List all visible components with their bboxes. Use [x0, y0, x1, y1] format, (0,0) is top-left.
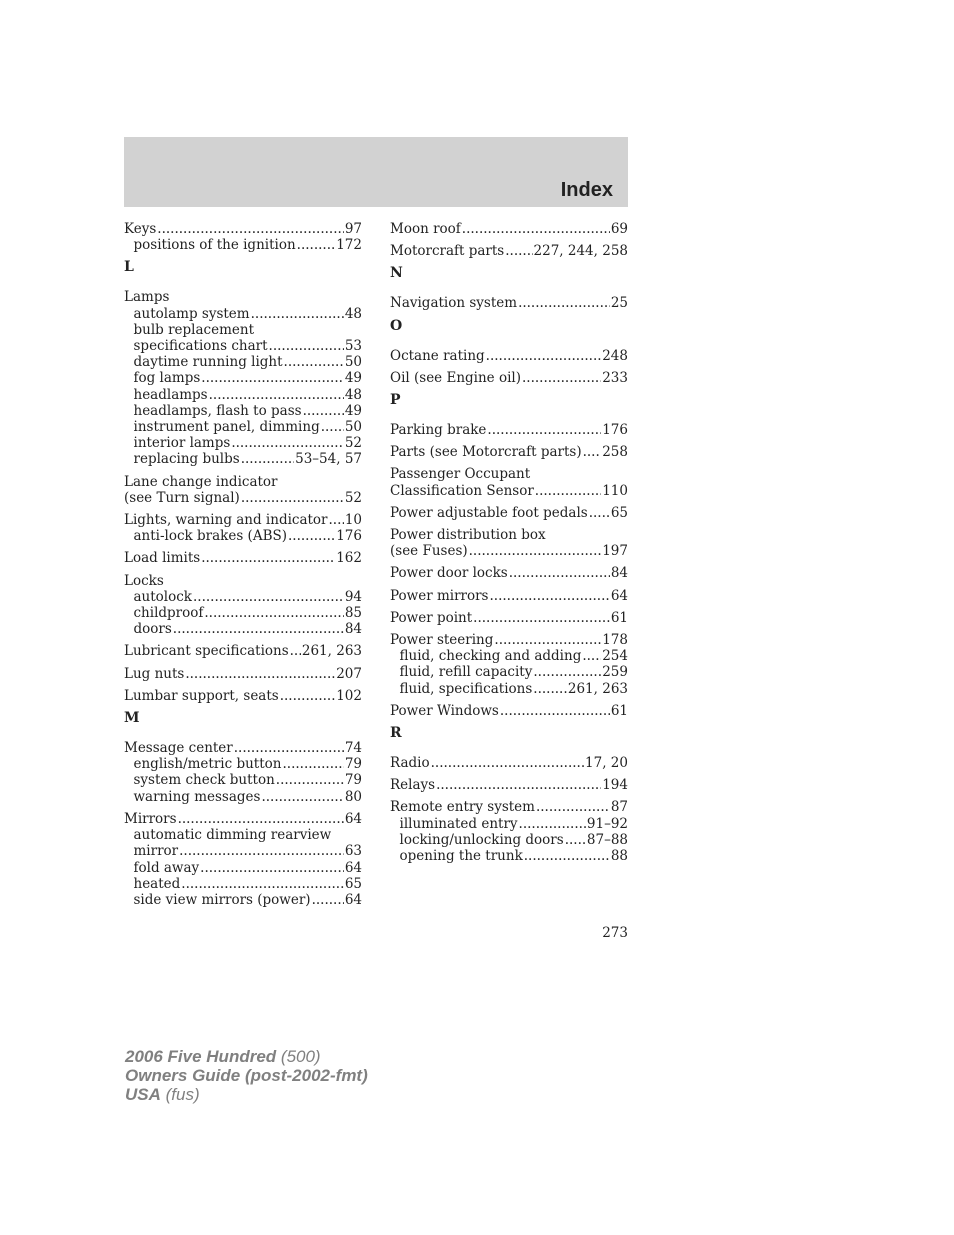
entry-page-ref: 110 — [602, 482, 628, 499]
entry-page-ref: 194 — [602, 777, 628, 794]
entry-term: Lug nuts — [124, 665, 185, 682]
entry-term: (see Fuses) — [390, 543, 468, 560]
index-entry-line — [390, 243, 628, 259]
index-entry — [390, 632, 628, 697]
dot-leader — [533, 664, 601, 680]
index-entry — [390, 370, 628, 386]
entry-term: Passenger Occupant — [390, 466, 531, 483]
entry-page-ref: 65 — [344, 875, 362, 892]
index-entry — [390, 348, 628, 364]
index-entry-line — [124, 490, 362, 506]
entry-page-ref: 79 — [344, 756, 362, 773]
entry-term: interior lamps — [133, 435, 231, 452]
dot-leader — [490, 588, 610, 604]
entry-page-ref: 63 — [344, 843, 362, 860]
dot-leader — [518, 295, 610, 311]
entry-page-ref: 176 — [602, 422, 628, 439]
index-subentry — [124, 419, 362, 435]
entry-term: Lumbar support, seats — [124, 687, 279, 704]
index-subentry — [390, 648, 628, 664]
page-number: 273 — [602, 925, 628, 941]
index-entry — [124, 221, 362, 253]
entry-page-ref: 248 — [602, 347, 628, 364]
section-letter: O — [390, 317, 403, 334]
index-entry-line — [124, 289, 362, 305]
index-entry-line — [390, 483, 628, 499]
entry-term: Remote entry system — [390, 799, 535, 816]
entry-term: Power Windows — [390, 702, 499, 719]
dot-leader — [290, 643, 301, 659]
entry-page-ref: 258 — [602, 444, 628, 461]
dot-leader — [193, 589, 344, 605]
footer-model-code: (500) — [280, 1047, 321, 1066]
dot-leader — [329, 512, 344, 528]
index-entry-line — [124, 573, 362, 589]
footer-market-code: (fus) — [165, 1085, 200, 1104]
index-subentry — [124, 435, 362, 451]
entry-term: Motorcraft parts — [390, 243, 505, 260]
footer — [125, 1047, 368, 1104]
dot-leader — [241, 490, 344, 506]
dot-leader — [473, 610, 610, 626]
entry-term: fluid, checking and adding — [399, 648, 582, 665]
dot-leader — [201, 370, 344, 386]
index-entry-line — [390, 295, 628, 311]
footer-market: USA — [125, 1085, 161, 1104]
dot-leader — [436, 777, 601, 793]
entry-page-ref: 85 — [344, 605, 362, 622]
index-subentry — [124, 772, 362, 788]
index-entry-line — [390, 348, 628, 364]
index-entry — [124, 573, 362, 638]
dot-leader — [565, 832, 586, 848]
entry-term: autolamp system — [133, 305, 250, 322]
entry-term: Relays — [390, 777, 436, 794]
index-entry — [124, 550, 362, 566]
index-entry — [390, 588, 628, 604]
entry-page-ref: 261, 263 — [567, 680, 628, 697]
entry-term: automatic dimming rearview — [133, 827, 332, 844]
index-entry — [390, 527, 628, 559]
entry-term: Lights, warning and indicator — [124, 512, 328, 529]
entry-page-ref: 94 — [344, 588, 362, 605]
index-entry-line — [124, 512, 362, 528]
entry-term: Power steering — [390, 632, 494, 649]
index-entry — [390, 422, 628, 438]
index-entry-line — [390, 466, 628, 482]
entry-term: instrument panel, dimming — [133, 419, 320, 436]
dot-leader — [509, 565, 610, 581]
index-entry — [124, 688, 362, 704]
entry-term: doors — [133, 621, 172, 638]
entry-term: fluid, specifications — [399, 680, 533, 697]
index-subentry — [124, 860, 362, 876]
entry-page-ref: 79 — [344, 772, 362, 789]
entry-page-ref: 53 — [344, 338, 362, 355]
entry-term: anti-lock brakes (ABS) — [133, 528, 288, 545]
index-subentry — [124, 789, 362, 805]
index-entry-line — [124, 811, 362, 827]
dot-leader — [276, 772, 344, 788]
index-subentry — [124, 237, 362, 253]
index-entry-line — [390, 588, 628, 604]
entry-term: Power distribution box — [390, 527, 546, 544]
entry-page-ref: 97 — [344, 221, 362, 237]
dot-leader — [288, 528, 335, 544]
dot-leader — [269, 338, 344, 354]
footer-model: 2006 Five Hundred — [125, 1047, 277, 1066]
entry-term: Power door locks — [390, 565, 508, 582]
index-subentry — [390, 848, 628, 864]
section-letter: P — [390, 392, 401, 409]
index-entry — [124, 643, 362, 659]
index-column-right — [390, 221, 628, 870]
dot-leader — [494, 632, 601, 648]
dot-leader — [181, 876, 344, 892]
entry-page-ref: 52 — [344, 435, 362, 452]
entry-page-ref: 84 — [610, 565, 628, 582]
entry-term: fold away — [133, 859, 200, 876]
dot-leader — [583, 444, 602, 460]
index-column-left — [124, 221, 362, 914]
dot-leader — [297, 237, 336, 253]
index-subentry — [124, 354, 362, 370]
dot-leader — [303, 403, 344, 419]
index-subentry — [124, 306, 362, 322]
page-title: Index — [560, 179, 613, 201]
entry-term: mirror — [133, 843, 179, 860]
entry-page-ref: 48 — [344, 386, 362, 403]
entry-page-ref: 227, 244, 258 — [533, 243, 628, 260]
index-entry-line — [390, 422, 628, 438]
entry-page-ref: 207 — [336, 665, 362, 682]
index-subentry — [124, 338, 362, 354]
entry-page-ref: 74 — [344, 740, 362, 757]
entry-term: Locks — [124, 572, 164, 589]
dot-leader — [179, 843, 344, 859]
entry-page-ref: 48 — [344, 305, 362, 322]
index-entry — [390, 466, 628, 498]
entry-page-ref: 53–54, 57 — [295, 451, 362, 468]
index-entry-line — [390, 755, 628, 771]
entry-page-ref: 162 — [336, 550, 362, 567]
index-entry — [390, 703, 628, 719]
index-subentry — [124, 876, 362, 892]
index-entry-line — [390, 370, 628, 386]
dot-leader — [200, 860, 344, 876]
entry-term: Classification Sensor — [390, 482, 534, 499]
entry-page-ref: 233 — [602, 369, 628, 386]
entry-term: Lubricant specifications — [124, 643, 289, 660]
dot-leader — [505, 243, 532, 259]
dot-leader — [204, 605, 343, 621]
index-subentry — [124, 528, 362, 544]
entry-term: Oil (see Engine oil) — [390, 369, 521, 386]
entry-term: Parking brake — [390, 422, 487, 439]
entry-term: bulb replacement — [133, 321, 254, 338]
entry-page-ref: 49 — [344, 370, 362, 387]
index-entry-line — [124, 474, 362, 490]
dot-leader — [522, 370, 601, 386]
entry-term: Octane rating — [390, 347, 485, 364]
index-entry — [390, 565, 628, 581]
index-entry — [124, 811, 362, 908]
entry-page-ref: 254 — [602, 648, 628, 665]
dot-leader — [524, 848, 610, 864]
index-entry-line — [124, 688, 362, 704]
index-subentry — [124, 403, 362, 419]
footer-guide: Owners Guide (post-2002-fmt) — [125, 1066, 368, 1085]
entry-page-ref: 17, 20 — [585, 755, 628, 772]
entry-page-ref: 61 — [610, 609, 628, 626]
index-entry-line — [390, 777, 628, 793]
entry-page-ref: 69 — [610, 221, 628, 237]
entry-term: replacing bulbs — [133, 451, 240, 468]
dot-leader — [312, 892, 344, 908]
entry-term: daytime running light — [133, 354, 283, 371]
index-entry-line — [124, 740, 362, 756]
entry-page-ref: 25 — [610, 295, 628, 312]
index-entry-line — [390, 527, 628, 543]
entry-term: locking/unlocking doors — [399, 831, 564, 848]
entry-term: illuminated entry — [399, 815, 518, 832]
entry-page-ref: 87 — [610, 799, 628, 816]
index-entry-line — [390, 703, 628, 719]
index-entry — [390, 777, 628, 793]
index-entry — [390, 243, 628, 259]
index-entry — [124, 512, 362, 544]
dot-leader — [500, 703, 610, 719]
entry-page-ref: 102 — [336, 687, 362, 704]
index-subentry — [124, 451, 362, 467]
entry-term: positions of the ignition — [133, 237, 296, 254]
index-entry — [390, 295, 628, 311]
dot-leader — [173, 621, 344, 637]
index-subentry — [124, 322, 362, 338]
entry-term: Power point — [390, 609, 473, 626]
dot-leader — [201, 550, 335, 566]
dot-leader — [519, 816, 586, 832]
entry-term: headlamps — [133, 386, 208, 403]
index-entry-line — [124, 643, 362, 659]
entry-page-ref: 64 — [344, 891, 362, 908]
index-entry-line — [390, 632, 628, 648]
dot-leader — [431, 755, 584, 771]
entry-page-ref: 197 — [602, 543, 628, 560]
dot-leader — [282, 756, 343, 772]
dot-leader — [185, 666, 335, 682]
index-subentry — [390, 816, 628, 832]
index-subentry — [124, 589, 362, 605]
index-entry — [124, 666, 362, 682]
dot-leader — [533, 681, 567, 697]
index-entry-line — [124, 666, 362, 682]
index-entry — [390, 444, 628, 460]
index-subentry — [124, 621, 362, 637]
dot-leader — [261, 789, 343, 805]
dot-leader — [209, 387, 344, 403]
index-entry — [390, 610, 628, 626]
entry-term: Mirrors — [124, 810, 177, 827]
entry-term: fog lamps — [133, 370, 201, 387]
entry-page-ref: 87–88 — [586, 831, 628, 848]
index-entry-line — [390, 799, 628, 815]
entry-term: Power adjustable foot pedals — [390, 504, 588, 521]
entry-page-ref: 259 — [602, 664, 628, 681]
index-subentry — [124, 827, 362, 843]
entry-page-ref: 64 — [344, 859, 362, 876]
dot-leader — [462, 221, 610, 237]
entry-term: specifications chart — [133, 338, 268, 355]
index-subentry — [124, 370, 362, 386]
entry-term: Power mirrors — [390, 587, 489, 604]
dot-leader — [589, 505, 610, 521]
index-entry-line — [390, 221, 628, 237]
section-letter: N — [390, 265, 403, 282]
entry-page-ref: 88 — [610, 848, 628, 865]
index-subentry — [124, 756, 362, 772]
dot-leader — [487, 422, 601, 438]
entry-term: Moon roof — [390, 221, 461, 237]
entry-term: system check button — [133, 772, 275, 789]
index-subentry — [124, 843, 362, 859]
entry-page-ref: 178 — [602, 632, 628, 649]
section-letter: M — [124, 710, 140, 727]
entry-term: childproof — [133, 605, 204, 622]
index-subentry — [390, 664, 628, 680]
entry-term: Navigation system — [390, 295, 518, 312]
entry-page-ref: 61 — [610, 702, 628, 719]
entry-term: english/metric button — [133, 756, 282, 773]
entry-page-ref: 65 — [610, 504, 628, 521]
index-subentry — [390, 832, 628, 848]
index-entry-line — [390, 505, 628, 521]
dot-leader — [321, 419, 344, 435]
entry-term: Message center — [124, 740, 233, 757]
dot-leader — [280, 688, 336, 704]
footer-line-1 — [125, 1047, 368, 1066]
entry-term: Load limits — [124, 550, 201, 567]
entry-page-ref: 176 — [336, 528, 362, 545]
index-entry-line — [390, 444, 628, 460]
index-subentry — [124, 605, 362, 621]
index-entry — [390, 505, 628, 521]
index-entry — [390, 755, 628, 771]
entry-term: (see Turn signal) — [124, 489, 240, 506]
section-letter: L — [124, 259, 134, 276]
dot-leader — [178, 811, 344, 827]
index-entry — [124, 740, 362, 805]
header-bar — [124, 137, 628, 207]
entry-page-ref: 172 — [336, 237, 362, 254]
entry-term: heated — [133, 875, 181, 892]
index-subentry — [390, 681, 628, 697]
dot-leader — [582, 648, 601, 664]
dot-leader — [284, 354, 344, 370]
entry-term: Radio — [390, 755, 430, 772]
entry-term: Lane change indicator — [124, 473, 278, 490]
index-subentry — [124, 892, 362, 908]
entry-page-ref: 80 — [344, 788, 362, 805]
dot-leader — [231, 435, 344, 451]
entry-term: opening the trunk — [399, 848, 523, 865]
index-entry — [124, 474, 362, 506]
index-entry — [390, 221, 628, 237]
footer-line-2 — [125, 1066, 368, 1085]
index-entry — [124, 289, 362, 467]
dot-leader — [535, 483, 601, 499]
dot-leader — [469, 543, 602, 559]
dot-leader — [536, 799, 610, 815]
entry-term: autolock — [133, 588, 192, 605]
entry-term: warning messages — [133, 788, 261, 805]
entry-page-ref: 50 — [344, 419, 362, 436]
dot-leader — [157, 221, 344, 237]
index-entry-line — [390, 610, 628, 626]
index-entry-line — [124, 221, 362, 237]
dot-leader — [241, 451, 294, 467]
entry-term: fluid, refill capacity — [399, 664, 533, 681]
entry-page-ref: 261, 263 — [301, 643, 362, 660]
entry-term: Parts (see Motorcraft parts) — [390, 444, 582, 461]
entry-term: headlamps, flash to pass — [133, 402, 302, 419]
entry-page-ref: 52 — [344, 489, 362, 506]
index-entry — [390, 799, 628, 864]
entry-page-ref: 49 — [344, 402, 362, 419]
dot-leader — [251, 306, 344, 322]
entry-term: side view mirrors (power) — [133, 891, 311, 908]
entry-page-ref: 64 — [344, 810, 362, 827]
entry-page-ref: 91–92 — [586, 815, 628, 832]
index-subentry — [124, 387, 362, 403]
index-entry-line — [390, 543, 628, 559]
entry-term: Lamps — [124, 289, 170, 306]
entry-page-ref: 50 — [344, 354, 362, 371]
index-entry-line — [390, 565, 628, 581]
index-entry-line — [124, 550, 362, 566]
section-letter: R — [390, 725, 402, 742]
entry-term: Keys — [124, 221, 157, 237]
entry-page-ref: 10 — [344, 512, 362, 529]
dot-leader — [234, 740, 344, 756]
dot-leader — [486, 348, 602, 364]
entry-page-ref: 64 — [610, 587, 628, 604]
entry-page-ref: 84 — [344, 621, 362, 638]
footer-line-3 — [125, 1085, 368, 1104]
